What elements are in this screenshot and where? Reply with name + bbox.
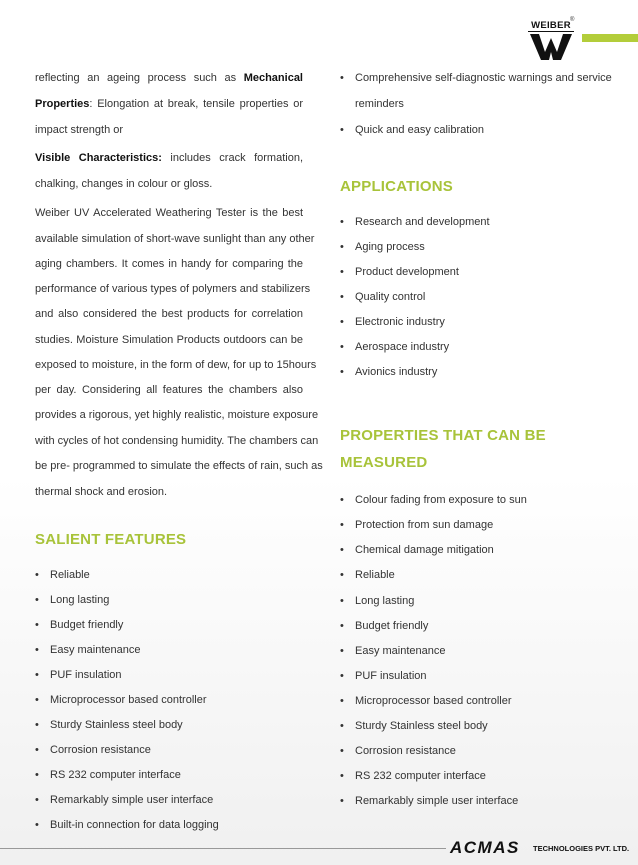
logo-wordmark: WEIBER (528, 20, 574, 32)
list-item: • Electronic industry (340, 316, 445, 328)
body-line: Weiber UV Accelerated Weathering Tester is the best (35, 207, 303, 219)
list-item: • Microprocessor based controller (35, 694, 207, 706)
list-item: • PUF insulation (340, 670, 427, 682)
list-item: • Aging process (340, 241, 425, 253)
list-item-continuation: reminders (355, 98, 404, 110)
intro-line: impact strength or (35, 124, 124, 136)
list-item: • Microprocessor based controller (340, 695, 512, 707)
list-item: • Comprehensive self-diagnostic warnings and service (340, 72, 612, 84)
list-item: • Easy maintenance (35, 644, 141, 656)
list-item: • Colour fading from exposure to sun (340, 494, 527, 506)
list-item: • Aerospace industry (340, 341, 450, 353)
body-line: and also considered the best products for correlation (35, 308, 303, 320)
body-line: exposed to moisture, in the form of dew, for up to 15hours (35, 359, 317, 371)
list-item: • Sturdy Stainless steel body (340, 720, 488, 732)
list-item: • Corrosion resistance (35, 744, 151, 756)
footer-rule (0, 848, 446, 849)
body-line: be pre- programmed to simulate the effects of rain, such as (35, 460, 323, 472)
body-line: thermal shock and erosion. (35, 486, 168, 498)
list-item: • RS 232 computer interface (340, 770, 486, 782)
list-item: • Long lasting (35, 594, 110, 606)
body-line: with cycles of hot condensing humidity. The chambers can (35, 435, 319, 447)
list-item: • Protection from sun damage (340, 519, 494, 531)
body-line: performance of various types of polymers and stabilizers (35, 283, 311, 295)
list-item: • Quick and easy calibration (340, 124, 485, 136)
list-item: • Built-in connection for data logging (35, 819, 219, 831)
list-item: • RS 232 computer interface (35, 769, 181, 781)
salient-features-heading: SALIENT FEATURES (35, 531, 187, 548)
list-item: • Product development (340, 266, 459, 278)
list-item: • Long lasting (340, 595, 415, 607)
list-item: • Research and development (340, 216, 490, 228)
list-item: • PUF insulation (35, 669, 122, 681)
acmas-logo: ACMAS (450, 838, 520, 857)
properties-heading: PROPERTIES THAT CAN BE (340, 427, 546, 444)
list-item: • Remarkably simple user interface (340, 795, 519, 807)
footer-company-tag: TECHNOLOGIES PVT. LTD. (533, 844, 630, 853)
properties-heading-line2: MEASURED (340, 454, 428, 471)
intro-line: chalking, changes in colour or gloss. (35, 178, 213, 190)
body-line: provides a rigorous, yet highly realistic, moisture exposure (35, 409, 319, 421)
list-item: • Reliable (340, 569, 395, 581)
intro-line: reflecting an ageing process such as Mechanical (35, 72, 303, 84)
weiber-logo (528, 17, 578, 62)
applications-heading: APPLICATIONS (340, 178, 453, 195)
body-line: per day. Considering all features the chambers also (35, 384, 303, 396)
list-item: • Chemical damage mitigation (340, 544, 494, 556)
list-item: • Avionics industry (340, 366, 438, 378)
body-line: studies. Moisture Simulation Products outdoors can be (35, 334, 303, 346)
header-accent-bar (582, 34, 638, 42)
body-line: aging chambers. It comes in handy for comparing the (35, 258, 303, 270)
list-item: • Easy maintenance (340, 645, 446, 657)
list-item: • Corrosion resistance (340, 745, 456, 757)
w-mark-icon (530, 34, 572, 60)
intro-line: Visible Characteristics: includes crack formation, (35, 152, 303, 164)
list-item: • Quality control (340, 291, 426, 303)
list-item: • Sturdy Stainless steel body (35, 719, 183, 731)
list-item: • Budget friendly (340, 620, 429, 632)
list-item: • Reliable (35, 569, 90, 581)
body-line: available simulation of short-wave sunlight than any other (35, 233, 315, 245)
list-item: • Budget friendly (35, 619, 124, 631)
intro-line: Properties: Elongation at break, tensile properties or (35, 98, 303, 110)
list-item: • Remarkably simple user interface (35, 794, 214, 806)
registered-mark: ® (570, 17, 575, 23)
